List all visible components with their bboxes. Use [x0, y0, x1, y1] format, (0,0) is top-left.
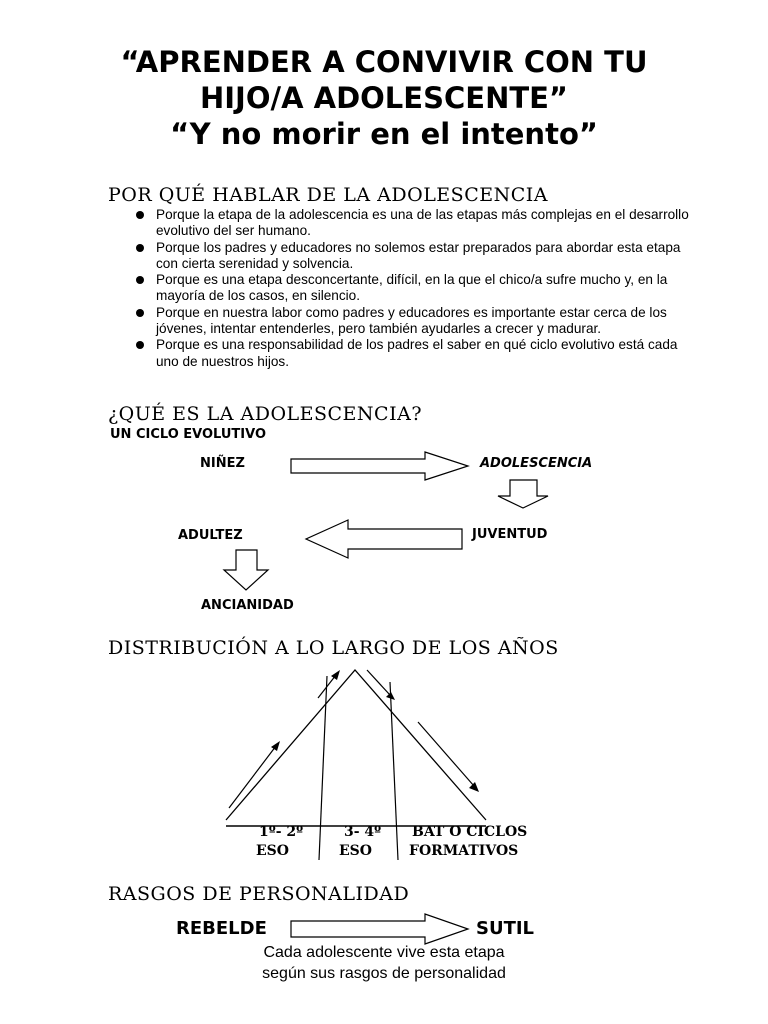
list-item: Porque la etapa de la adolescencia es una de las etapas más complejas en el desarrollo evolutivo del ser humano. [132, 207, 692, 240]
arrow-head-icon [331, 670, 340, 680]
arrow-down-icon [498, 480, 548, 508]
list-item: Porque los padres y educadores no solemos estar preparados para abordar esta etapa con cierta serenidad y solvencia. [132, 240, 692, 273]
label-eso-1-2: 1º- 2º [259, 824, 304, 840]
label-eso-1-2-sub: ESO [256, 843, 289, 859]
label-eso-3-4-sub: ESO [339, 843, 372, 859]
title-line-2: HIJO/A ADOLESCENTE” [200, 81, 568, 115]
title-line-3: “Y no morir en el intento” [170, 117, 598, 151]
trait-rebelde: REBELDE [176, 918, 267, 939]
label-formativos: FORMATIVOS [409, 843, 519, 859]
section-heading-personality: RASGOS DE PERSONALIDAD [108, 883, 410, 905]
list-item: Porque es una etapa desconcertante, difícil, en la que el chico/a sufre mucho y, en la mayoría de los casos, en silencio. [132, 272, 692, 305]
section-heading-distribution: DISTRIBUCIÓN A LO LARGO DE LOS AÑOS [108, 637, 559, 659]
label-eso-3-4: 3- 4º [344, 824, 382, 840]
caption-line-1: Cada adolescente vive esta etapa [263, 944, 505, 961]
arrow-head-icon [469, 782, 479, 792]
triangle-shape [226, 670, 486, 820]
trait-sutil: SUTIL [476, 918, 535, 939]
section-heading-why: POR QUÉ HABLAR DE LA ADOLESCENCIA [108, 184, 548, 206]
arrow-left-icon [306, 520, 462, 558]
arrow-right-icon [291, 914, 468, 944]
label-bat: BAT O CICLOS [412, 824, 528, 840]
caption-line-2: según sus rasgos de personalidad [262, 965, 506, 982]
down-arrow-line [418, 722, 474, 786]
stage-adultez: ADULTEZ [178, 528, 243, 543]
title-line-1: “APRENDER A CONVIVIR CON TU [120, 45, 648, 79]
stage-juventud: JUVENTUD [472, 527, 548, 542]
section-subheading-cycle: UN CICLO EVOLUTIVO [110, 427, 267, 442]
divider-line [390, 682, 398, 860]
stage-ninez: NIÑEZ [200, 456, 245, 471]
list-item: Porque en nuestra labor como padres y educadores es importante estar cerca de los jóvenes, intentar entenderles, pero también ayudarles a crecer y madurar. [132, 305, 692, 338]
stage-ancianidad: ANCIANIDAD [201, 598, 294, 613]
arrow-right-icon [291, 452, 468, 480]
up-arrow-line [229, 746, 276, 808]
arrow-head-icon [271, 741, 280, 751]
divider-line [319, 676, 327, 860]
section-heading-what: ¿QUÉ ES LA ADOLESCENCIA? [108, 403, 423, 425]
stage-adolescencia: ADOLESCENCIA [480, 456, 593, 471]
arrow-down-icon [224, 550, 268, 590]
list-item: Porque es una responsabilidad de los padres el saber en qué ciclo evolutivo está cada uno de nuestros hijos. [132, 337, 692, 370]
down-arrow-line [367, 670, 390, 695]
